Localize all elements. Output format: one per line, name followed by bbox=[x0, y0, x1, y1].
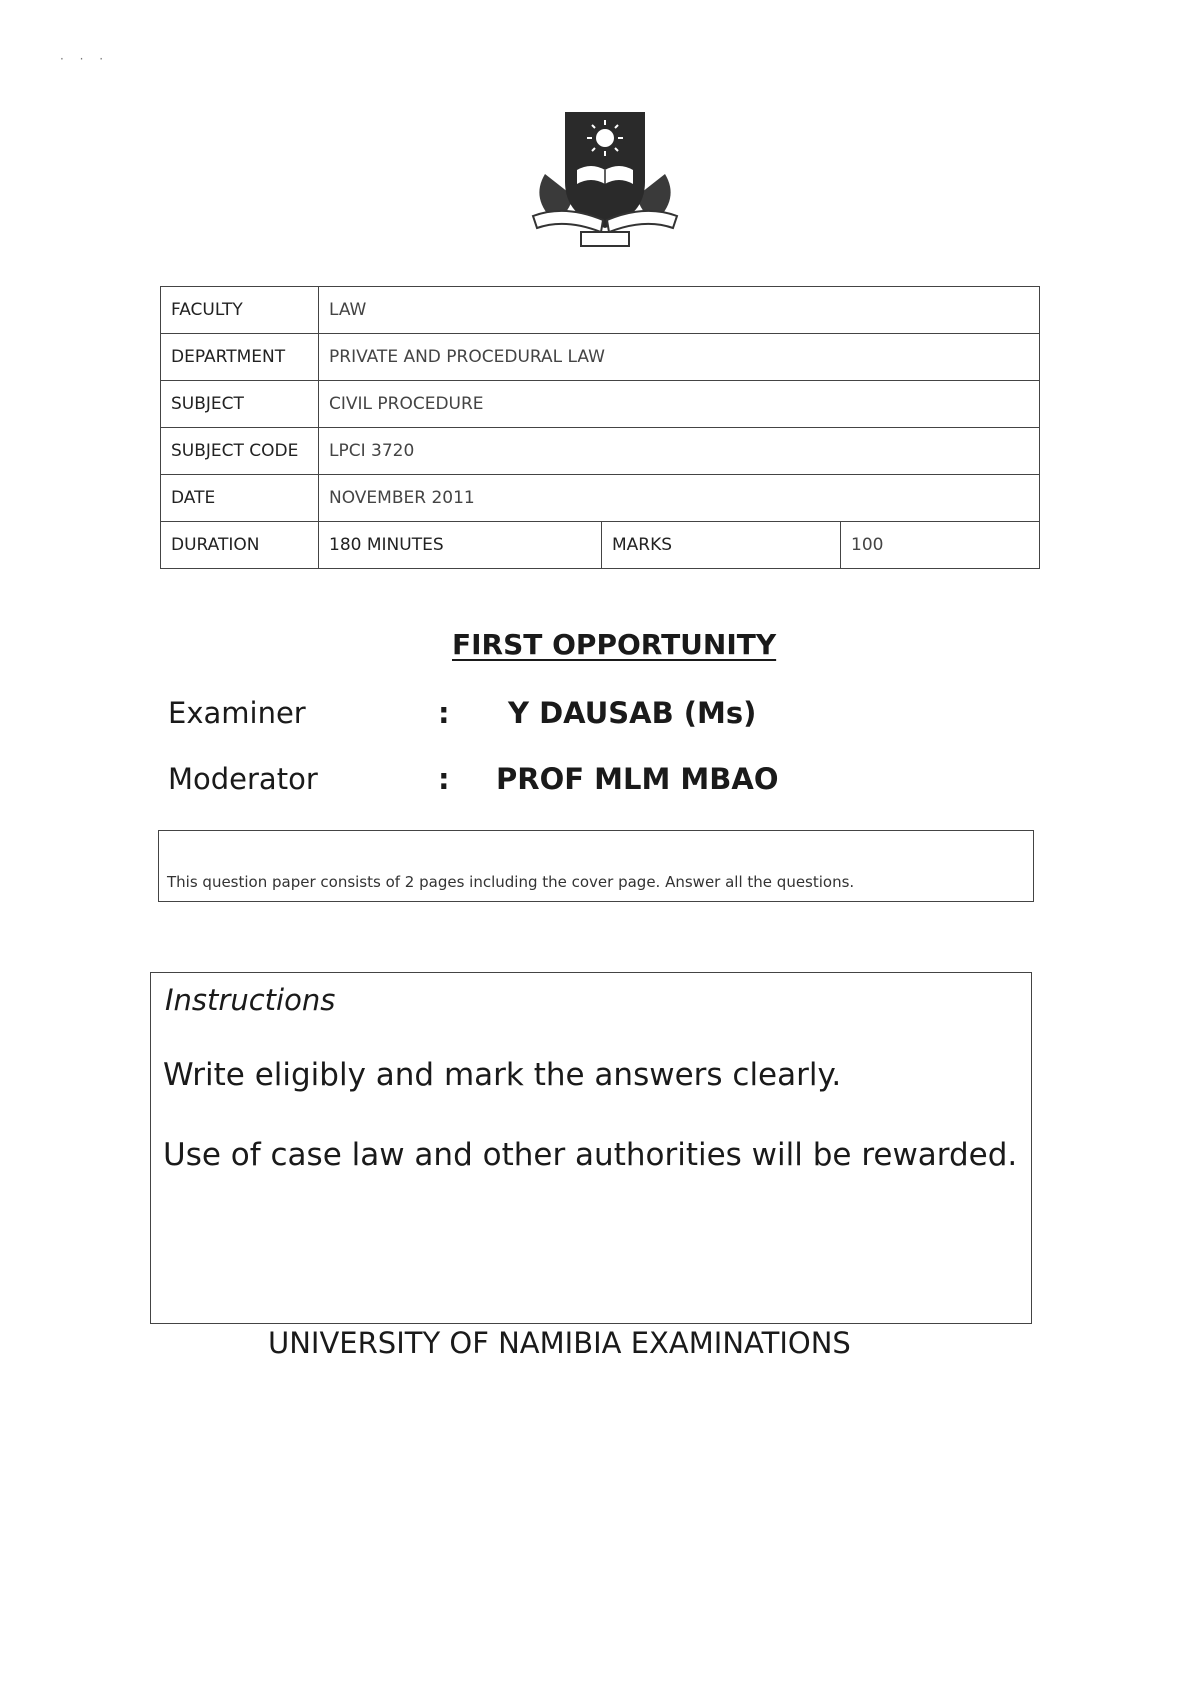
subject-code-label: SUBJECT CODE bbox=[161, 428, 319, 475]
table-row bbox=[161, 522, 1040, 569]
department-value: PRIVATE AND PROCEDURAL LAW bbox=[319, 334, 1040, 381]
table-row bbox=[161, 334, 1040, 381]
table-row bbox=[161, 428, 1040, 475]
examiner-label: Examiner bbox=[168, 696, 306, 730]
department-label: DEPARTMENT bbox=[161, 334, 319, 381]
subject-value: CIVIL PROCEDURE bbox=[319, 381, 1040, 428]
date-value: NOVEMBER 2011 bbox=[319, 475, 1040, 522]
examiner-colon: : bbox=[438, 696, 450, 730]
moderator-colon: : bbox=[438, 762, 450, 796]
subject-label: SUBJECT bbox=[161, 381, 319, 428]
paper-info-text: This question paper consists of 2 pages including the cover page. Answer all the questions. bbox=[167, 873, 855, 891]
university-footer-title: UNIVERSITY OF NAMIBIA EXAMINATIONS bbox=[268, 1326, 851, 1360]
moderator-name: PROF MLM MBAO bbox=[496, 762, 779, 796]
paper-info-box bbox=[158, 830, 1034, 902]
table-row bbox=[161, 287, 1040, 334]
subject-code-value: LPCI 3720 bbox=[319, 428, 1040, 475]
faculty-label: FACULTY bbox=[161, 287, 319, 334]
instruction-line: Use of case law and other authorities will be rewarded. bbox=[163, 1137, 1018, 1173]
marks-value: 100 bbox=[841, 522, 1040, 569]
faculty-value: LAW bbox=[319, 287, 1040, 334]
marks-label: MARKS bbox=[602, 522, 841, 569]
examiner-name: Y DAUSAB (Ms) bbox=[508, 696, 757, 730]
instructions-title: Instructions bbox=[165, 983, 336, 1017]
scan-specks: · · · bbox=[60, 52, 110, 66]
university-crest-icon bbox=[525, 104, 685, 254]
table-row bbox=[161, 381, 1040, 428]
exam-info-table bbox=[160, 286, 1040, 569]
moderator-label: Moderator bbox=[168, 762, 318, 796]
instructions-box bbox=[150, 972, 1032, 1324]
date-label: DATE bbox=[161, 475, 319, 522]
table-row bbox=[161, 475, 1040, 522]
duration-label: DURATION bbox=[161, 522, 319, 569]
duration-value: 180 MINUTES bbox=[319, 522, 602, 569]
instruction-line: Write eligibly and mark the answers clearly. bbox=[163, 1057, 842, 1093]
first-opportunity-heading: FIRST OPPORTUNITY bbox=[452, 628, 777, 661]
